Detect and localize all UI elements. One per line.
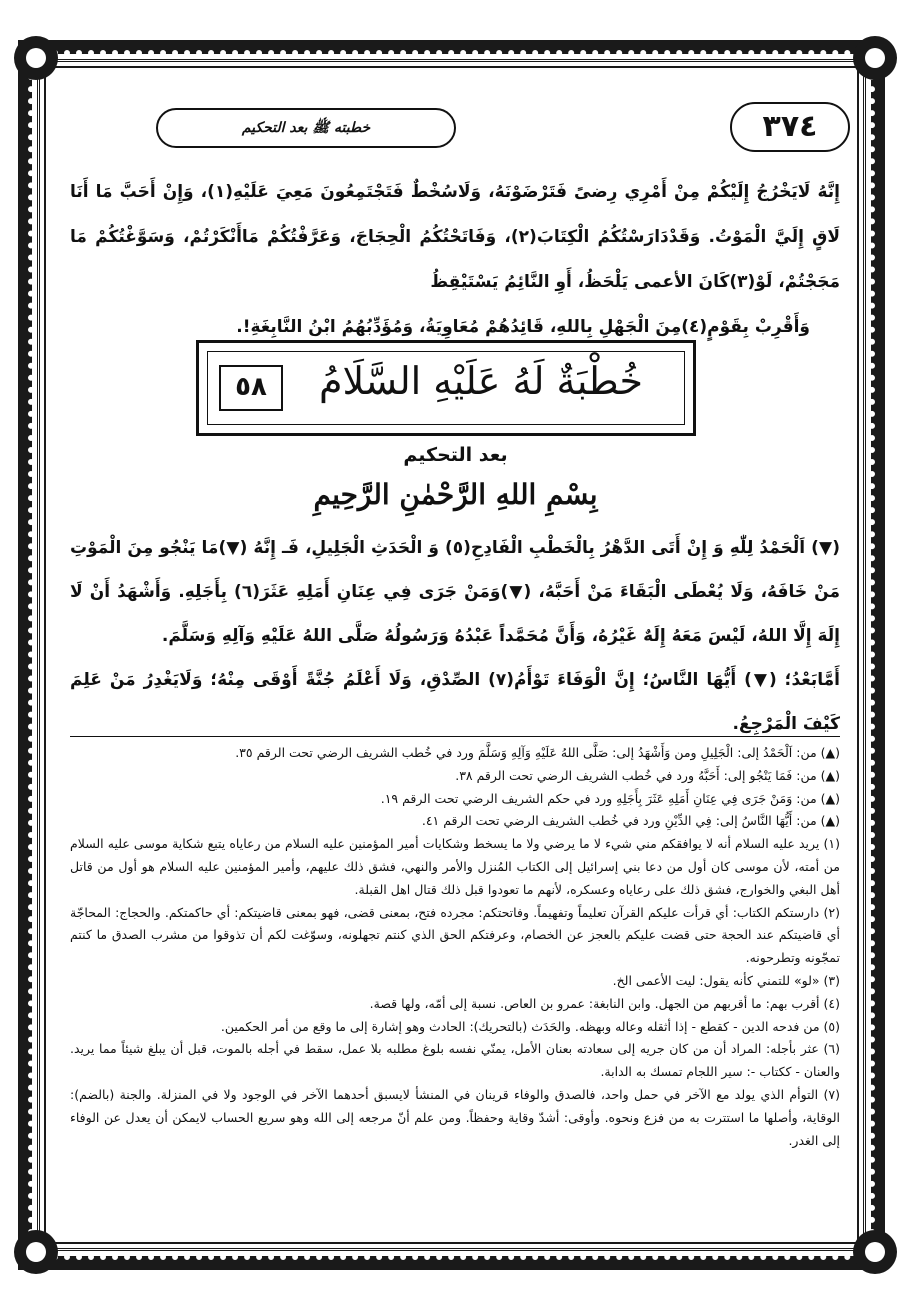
- sermon-number: ٥٨: [219, 365, 283, 411]
- footnote: (٥) من فدحه الدين - كقطع - إذا أثقله وعاله وبهظه. والحَدَث (بالتحريك): الحادث وهو إشارة إلى ما وقع من أمر الحكمين.: [220, 1018, 840, 1034]
- corner-ornament-icon: [853, 1230, 897, 1274]
- corner-ornament-icon: [14, 36, 58, 80]
- paragraph: أَمَّابَعْدُ؛ (▼) أَيُّهَا النَّاسُ؛ إِنَّ الْوَفَاءَ تَوْأَمُ(٧) الصِّدْقِ، وَلَا أَعْلَمُ جُنَّةً أَوْقَى مِنْهُ؛ وَلَايَغْدِرُ مَنْ عَلِمَ كَيْفَ الْمَرْجِعُ.: [70, 670, 840, 734]
- footnote: (▲) من: أَيُّهَا النَّاسُ إلى: فِي الدِّيْنِ ورد في خُطب الشريف الرضي تحت الرقم ٤١.: [421, 813, 840, 829]
- footnote: (٢) دارستكم الكتاب: أي قرأت عليكم القرآن تعليماً وتفهيماً. وفاتحتكم: مجرده فتح، بمعنى قضى، فهو بمعنى قاضيتكم: أي حاكمتكم. والحجاج: المحاجّة أي قاضيتكم عند الحجة حتى قضت عليكم بالعجز عن الخصام، وعرفتكم الحق الذي كنتم تجهلونه، وسوّغت لكم أن تذوقوا من مشرب الصدق ما كنتم تمجّونه وتطرحونه.: [70, 904, 840, 966]
- basmala: بِسْمِ اللهِ الرَّحْمٰنِ الرَّحِيمِ: [313, 478, 598, 511]
- footnotes: [70, 742, 840, 1152]
- page-header: [60, 98, 850, 160]
- sermon-title: خُطْبَةٌ لَهُ عَلَيْهِ السَّلَامُ: [318, 359, 644, 403]
- footnote: (٦) عثر بأجله: المراد أن من كان جريه إلى سعادته بعنان الأمل، يمنّي نفسه بلوغ مطلبه بلا عمل، سقط في أجله بالموت، قبل أن يبلغ شيئاً مما يريد. والعنان - ككتاب -: سير اللجام تمسك به الدابة.: [70, 1041, 840, 1080]
- page-number: ٣٧٤: [730, 102, 850, 152]
- footnote: (▲) من: وَمَنْ جَرَى فِي عِنَانِ أَمَلِهِ عَثَرَ بِأَجَلِهِ ورد في حكم الشريف الرضي تحت الرقم ١٩.: [380, 790, 840, 806]
- footnote: (٤) أقرب بهم: ما أقربهم من الجهل. وابن النابغة: عمرو بن العاص. نسبة إلى أمّه، ولها قصة.: [369, 995, 840, 1011]
- sermon-subheading: بعد التحكيم: [403, 444, 508, 466]
- footnote: (٣) «لو» للتمني كأنه يقول: ليت الأعمى الخ.: [612, 972, 840, 988]
- sermon-body: [70, 526, 840, 746]
- paragraph: وَأَقْرِبْ بِقَوْمٍ(٤)مِنَ الْجَهْلِ بِاللهِ، قَائِدُهُمْ مُعَاوِيَةُ، وَمُؤَدِّبُهُمُ ابْنُ النَّابِغَةِ!.: [236, 317, 810, 337]
- footnote: (▲) من: فَمَا يَنْجُو إلى: أَحَبَّهُ ورد في خُطب الشريف الرضي تحت الرقم ٣٨.: [455, 767, 840, 783]
- running-title: خطبته ﷺ بعد التحكيم: [156, 108, 456, 148]
- sermon-title-box: [196, 340, 696, 436]
- paragraph: (▼) اَلْحَمْدُ لِلّٰهِ وَ إِنْ أَتَى الدَّهْرُ بِالْخَطْبِ الْفَادِحِ(٥) وَ الْحَدَثِ الْجَلِيلِ، فَـ إِنَّهُ (▼)مَا يَنْجُو مِنَ الْمَوْتِ مَنْ خَافَهُ، وَلَا يُعْطَى الْبَقَاءَ مَنْ أَحَبَّهُ، (▼)وَمَنْ جَرَى فِي عِنَانِ أَمَلِهِ عَثَرَ(٦) بِأَجَلِهِ. وَأَشْهَدُ أَنْ لَا إِلَهَ إِلَّا اللهُ، لَيْسَ مَعَهُ إِلَهٌ غَيْرُهُ، وَأَنَّ مُحَمَّداً عَبْدُهُ وَرَسُولُهُ صَلَّى اللهُ عَلَيْهِ وَآلِهِ وَسَلَّمَ.: [70, 538, 840, 646]
- paragraph: إِنَّهُ لَايَخْرُجُ إِلَيْكُمْ مِنْ أَمْرِي رِضىً فَتَرْضَوْنَهُ، وَلَاسُخْطٌ فَتَجْتَمِعُونَ مَعِيَ عَلَيْهِ(١)، وَإِنْ أَحَبَّ مَا أَنَا لَاقٍ إِلَيَّ الْمَوْتُ. وَقَدْدَارَسْتُكُمُ الْكِتَابَ(٢)، وَفَاتَحْتُكُمُ الْحِجَاجَ، وَعَرَّفْتُكُمْ مَاأَنْكَرْتُمْ، وَسَوَّغْتُكُمْ مَا مَجَجْتُمْ، لَوْ(٣)كَانَ الأعمى يَلْحَظُ، أَوِ النَّائِمُ يَسْتَيْقِظُ: [70, 182, 841, 292]
- footnote-divider: [70, 736, 840, 737]
- previous-sermon-ending: [70, 170, 840, 350]
- footnote: (٧) التوأم الذي يولد مع الآخر في حمل واحد، فالصدق والوفاء قرينان في المنشأ لايسبق أحدهما الآخر في الوجود ولا في المنزلة. والجنة (بالضم): الوقاية، وأصلها ما استترت به من فزع ونحوه. وأوقى: أشدّ وقاية وحفظاً. ومن علم أنّ مرجعه إلى الله وهو سريع الحساب لايمكن أن يعدل عن الوفاء إلى الغدر.: [70, 1086, 840, 1148]
- corner-ornament-icon: [14, 1230, 58, 1274]
- corner-ornament-icon: [853, 36, 897, 80]
- footnote: (▲) من: اَلْحَمْدُ إلى: الْجَلِيلِ ومن وَأَشْهَدُ إلى: صَلَّى اللهُ عَلَيْهِ وَآلِهِ وَسَلَّمَ ورد في خُطب الشريف الرضي تحت الرقم ٣٥.: [235, 745, 840, 760]
- footnote: (١) يريد عليه السلام أنه لا يوافقكم مني شيء لا ما يرضي ولا ما يسخط وشكايات أمير المؤمنين عليه السلام من رعاياه يتبع شكاية موسى عليه السلام من أمته، لأن موسى كان أول من دعا بني إسرائيل إلى الكتاب المُنزل والأمر والنهي، فشق ذلك عليهم، وأمير المؤمنين عليه السلام هو أول من قاتل أهل البغي والخوارج، فشق ذلك على رعاياه وعسكره، لأنهم ما تعودوا قبل ذلك قتال اهل القبلة.: [70, 836, 840, 897]
